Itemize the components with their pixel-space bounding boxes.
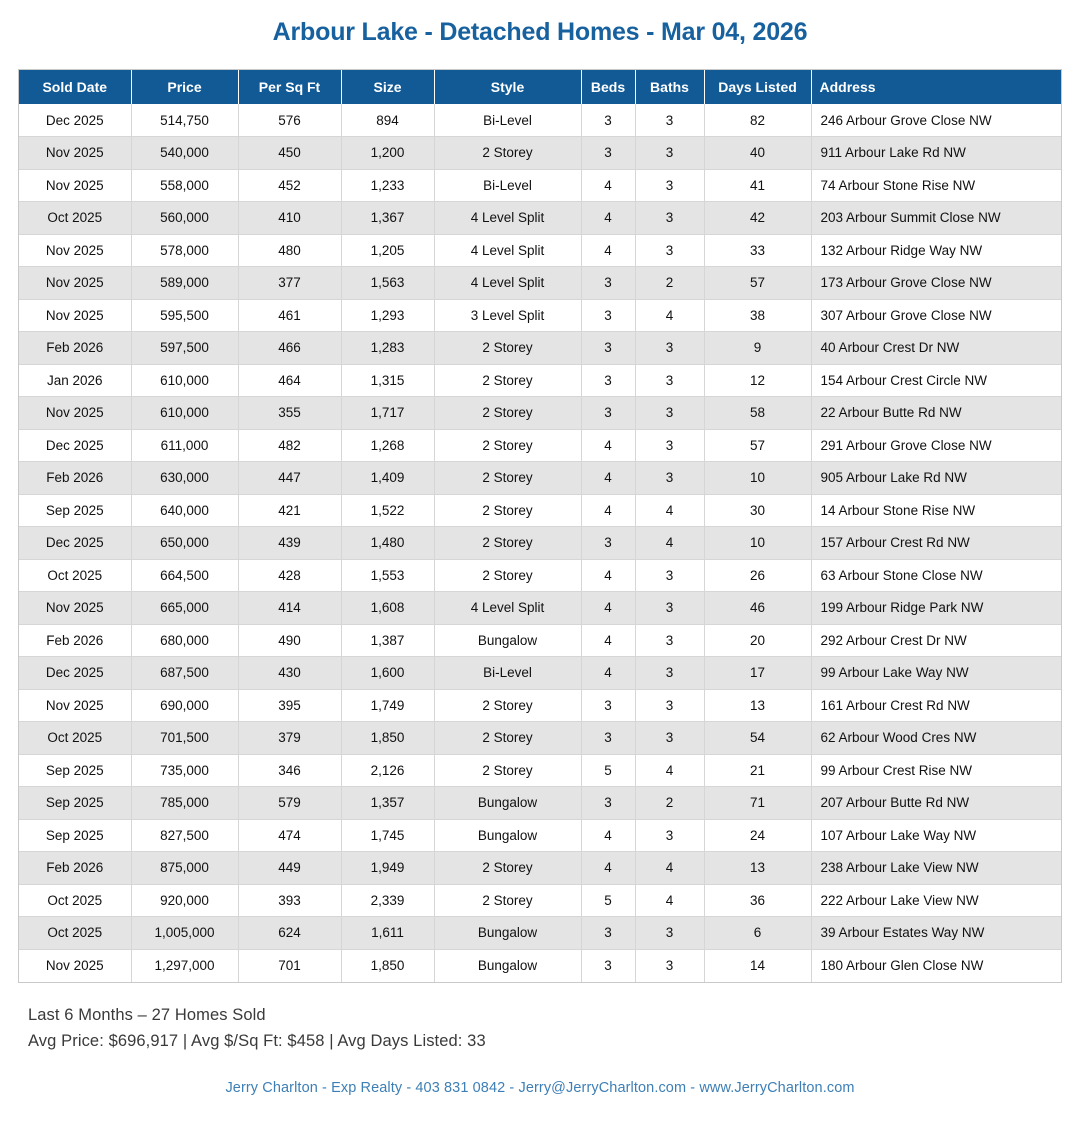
cell-beds: 5 <box>581 884 635 917</box>
cell-days-listed: 14 <box>704 949 811 982</box>
cell-beds: 3 <box>581 689 635 722</box>
cell-sold-date: Oct 2025 <box>19 884 131 917</box>
cell-price: 665,000 <box>131 592 238 625</box>
cell-size: 1,749 <box>341 689 434 722</box>
cell-beds: 4 <box>581 852 635 885</box>
cell-address: 222 Arbour Lake View NW <box>811 884 1061 917</box>
cell-per-sq-ft: 461 <box>238 299 341 332</box>
cell-size: 1,268 <box>341 429 434 462</box>
cell-style: 2 Storey <box>434 364 581 397</box>
cell-sold-date: Sep 2025 <box>19 787 131 820</box>
cell-style: 2 Storey <box>434 494 581 527</box>
cell-days-listed: 41 <box>704 169 811 202</box>
cell-price: 630,000 <box>131 462 238 495</box>
cell-sold-date: Sep 2025 <box>19 754 131 787</box>
cell-size: 894 <box>341 104 434 137</box>
cell-address: 40 Arbour Crest Dr NW <box>811 332 1061 365</box>
cell-sold-date: Oct 2025 <box>19 202 131 235</box>
cell-price: 540,000 <box>131 137 238 170</box>
cell-address: 157 Arbour Crest Rd NW <box>811 527 1061 560</box>
cell-size: 1,315 <box>341 364 434 397</box>
cell-address: 99 Arbour Lake Way NW <box>811 657 1061 690</box>
cell-sold-date: Nov 2025 <box>19 234 131 267</box>
cell-per-sq-ft: 452 <box>238 169 341 202</box>
cell-per-sq-ft: 464 <box>238 364 341 397</box>
cell-address: 203 Arbour Summit Close NW <box>811 202 1061 235</box>
table-body <box>19 104 1061 982</box>
cell-style: 2 Storey <box>434 884 581 917</box>
cell-style: Bungalow <box>434 949 581 982</box>
cell-sold-date: Feb 2026 <box>19 852 131 885</box>
cell-price: 920,000 <box>131 884 238 917</box>
cell-price: 514,750 <box>131 104 238 137</box>
cell-sold-date: Nov 2025 <box>19 169 131 202</box>
cell-address: 199 Arbour Ridge Park NW <box>811 592 1061 625</box>
cell-beds: 3 <box>581 299 635 332</box>
cell-per-sq-ft: 428 <box>238 559 341 592</box>
cell-style: 2 Storey <box>434 527 581 560</box>
cell-per-sq-ft: 355 <box>238 397 341 430</box>
cell-beds: 4 <box>581 494 635 527</box>
cell-per-sq-ft: 450 <box>238 137 341 170</box>
cell-days-listed: 26 <box>704 559 811 592</box>
cell-price: 610,000 <box>131 397 238 430</box>
summary-averages: Avg Price: $696,917 | Avg $/Sq Ft: $458 | Avg Days Listed: 33 <box>28 1031 486 1050</box>
cell-per-sq-ft: 474 <box>238 819 341 852</box>
cell-baths: 3 <box>635 689 704 722</box>
cell-per-sq-ft: 576 <box>238 104 341 137</box>
cell-baths: 3 <box>635 137 704 170</box>
cell-price: 785,000 <box>131 787 238 820</box>
cell-size: 1,717 <box>341 397 434 430</box>
cell-style: Bungalow <box>434 917 581 950</box>
cell-days-listed: 10 <box>704 527 811 560</box>
cell-days-listed: 13 <box>704 852 811 885</box>
table-row[interactable] <box>19 104 1061 137</box>
cell-baths: 4 <box>635 299 704 332</box>
cell-style: 2 Storey <box>434 397 581 430</box>
cell-beds: 4 <box>581 234 635 267</box>
table-row[interactable] <box>19 234 1061 267</box>
cell-style: Bi-Level <box>434 657 581 690</box>
cell-address: 63 Arbour Stone Close NW <box>811 559 1061 592</box>
cell-per-sq-ft: 466 <box>238 332 341 365</box>
cell-sold-date: Dec 2025 <box>19 429 131 462</box>
table-header-row <box>19 70 1061 104</box>
cell-address: 132 Arbour Ridge Way NW <box>811 234 1061 267</box>
cell-per-sq-ft: 346 <box>238 754 341 787</box>
cell-beds: 4 <box>581 657 635 690</box>
cell-sold-date: Feb 2026 <box>19 624 131 657</box>
cell-style: 3 Level Split <box>434 299 581 332</box>
cell-baths: 3 <box>635 332 704 365</box>
cell-beds: 3 <box>581 787 635 820</box>
cell-baths: 3 <box>635 949 704 982</box>
cell-beds: 4 <box>581 819 635 852</box>
cell-days-listed: 30 <box>704 494 811 527</box>
cell-per-sq-ft: 379 <box>238 722 341 755</box>
cell-style: 4 Level Split <box>434 592 581 625</box>
cell-days-listed: 38 <box>704 299 811 332</box>
cell-days-listed: 54 <box>704 722 811 755</box>
table-row[interactable] <box>19 754 1061 787</box>
column-header-price[interactable]: Price <box>131 70 238 104</box>
cell-price: 595,500 <box>131 299 238 332</box>
cell-address: 154 Arbour Crest Circle NW <box>811 364 1061 397</box>
cell-size: 1,409 <box>341 462 434 495</box>
cell-size: 1,283 <box>341 332 434 365</box>
cell-days-listed: 21 <box>704 754 811 787</box>
cell-size: 1,200 <box>341 137 434 170</box>
table-row[interactable] <box>19 852 1061 885</box>
cell-baths: 3 <box>635 234 704 267</box>
cell-address: 911 Arbour Lake Rd NW <box>811 137 1061 170</box>
table-row[interactable] <box>19 397 1061 430</box>
cell-size: 1,563 <box>341 267 434 300</box>
cell-style: Bungalow <box>434 624 581 657</box>
column-header-sold-date[interactable]: Sold Date <box>19 70 131 104</box>
cell-size: 1,608 <box>341 592 434 625</box>
cell-address: 74 Arbour Stone Rise NW <box>811 169 1061 202</box>
cell-per-sq-ft: 480 <box>238 234 341 267</box>
table-row[interactable] <box>19 137 1061 170</box>
cell-days-listed: 24 <box>704 819 811 852</box>
cell-price: 701,500 <box>131 722 238 755</box>
cell-days-listed: 36 <box>704 884 811 917</box>
cell-sold-date: Dec 2025 <box>19 527 131 560</box>
cell-address: 62 Arbour Wood Cres NW <box>811 722 1061 755</box>
cell-per-sq-ft: 482 <box>238 429 341 462</box>
cell-style: 2 Storey <box>434 332 581 365</box>
cell-size: 1,553 <box>341 559 434 592</box>
cell-baths: 3 <box>635 624 704 657</box>
summary-homes-sold: Last 6 Months – 27 Homes Sold <box>28 1005 266 1024</box>
cell-style: 4 Level Split <box>434 202 581 235</box>
cell-size: 1,205 <box>341 234 434 267</box>
cell-baths: 3 <box>635 657 704 690</box>
cell-style: 2 Storey <box>434 754 581 787</box>
page-title: Arbour Lake - Detached Homes - Mar 04, 2026 <box>272 18 808 46</box>
table-row[interactable] <box>19 169 1061 202</box>
cell-beds: 3 <box>581 267 635 300</box>
cell-per-sq-ft: 377 <box>238 267 341 300</box>
cell-days-listed: 9 <box>704 332 811 365</box>
cell-style: 2 Storey <box>434 462 581 495</box>
cell-style: Bungalow <box>434 819 581 852</box>
cell-days-listed: 12 <box>704 364 811 397</box>
cell-beds: 3 <box>581 332 635 365</box>
cell-days-listed: 6 <box>704 917 811 950</box>
cell-sold-date: Nov 2025 <box>19 397 131 430</box>
cell-beds: 3 <box>581 527 635 560</box>
cell-baths: 4 <box>635 852 704 885</box>
cell-style: 2 Storey <box>434 722 581 755</box>
cell-sold-date: Sep 2025 <box>19 819 131 852</box>
cell-price: 560,000 <box>131 202 238 235</box>
column-header-size[interactable]: Size <box>341 70 434 104</box>
cell-per-sq-ft: 410 <box>238 202 341 235</box>
cell-baths: 3 <box>635 202 704 235</box>
cell-beds: 3 <box>581 137 635 170</box>
cell-style: 2 Storey <box>434 852 581 885</box>
cell-sold-date: Nov 2025 <box>19 689 131 722</box>
cell-price: 1,005,000 <box>131 917 238 950</box>
cell-days-listed: 40 <box>704 137 811 170</box>
cell-sold-date: Sep 2025 <box>19 494 131 527</box>
cell-price: 735,000 <box>131 754 238 787</box>
table-row[interactable] <box>19 429 1061 462</box>
cell-address: 14 Arbour Stone Rise NW <box>811 494 1061 527</box>
cell-per-sq-ft: 579 <box>238 787 341 820</box>
cell-baths: 4 <box>635 884 704 917</box>
cell-size: 1,949 <box>341 852 434 885</box>
table-row[interactable] <box>19 949 1061 982</box>
cell-per-sq-ft: 414 <box>238 592 341 625</box>
table-row[interactable] <box>19 657 1061 690</box>
cell-beds: 3 <box>581 397 635 430</box>
table-row[interactable] <box>19 787 1061 820</box>
cell-size: 1,600 <box>341 657 434 690</box>
cell-baths: 3 <box>635 104 704 137</box>
cell-price: 597,500 <box>131 332 238 365</box>
cell-beds: 3 <box>581 722 635 755</box>
cell-baths: 2 <box>635 787 704 820</box>
cell-days-listed: 82 <box>704 104 811 137</box>
cell-per-sq-ft: 447 <box>238 462 341 495</box>
cell-address: 22 Arbour Butte Rd NW <box>811 397 1061 430</box>
cell-per-sq-ft: 393 <box>238 884 341 917</box>
table-row[interactable] <box>19 332 1061 365</box>
column-header-address[interactable]: Address <box>811 70 1061 104</box>
table-row[interactable] <box>19 917 1061 950</box>
cell-address: 292 Arbour Crest Dr NW <box>811 624 1061 657</box>
table-row[interactable] <box>19 494 1061 527</box>
cell-price: 650,000 <box>131 527 238 560</box>
table-row[interactable] <box>19 884 1061 917</box>
cell-price: 690,000 <box>131 689 238 722</box>
cell-size: 2,339 <box>341 884 434 917</box>
cell-days-listed: 10 <box>704 462 811 495</box>
sales-table-container <box>18 69 1062 983</box>
cell-sold-date: Oct 2025 <box>19 917 131 950</box>
cell-address: 39 Arbour Estates Way NW <box>811 917 1061 950</box>
table-row[interactable] <box>19 267 1061 300</box>
cell-sold-date: Feb 2026 <box>19 332 131 365</box>
column-header-per-sq-ft[interactable]: Per Sq Ft <box>238 70 341 104</box>
cell-baths: 4 <box>635 754 704 787</box>
cell-per-sq-ft: 701 <box>238 949 341 982</box>
cell-size: 2,126 <box>341 754 434 787</box>
cell-per-sq-ft: 421 <box>238 494 341 527</box>
cell-address: 161 Arbour Crest Rd NW <box>811 689 1061 722</box>
cell-baths: 3 <box>635 722 704 755</box>
cell-size: 1,293 <box>341 299 434 332</box>
footer-contact: Jerry Charlton - Exp Realty - 403 831 0842 - Jerry@JerryCharlton.com - www.JerryCharlton.com <box>225 1079 855 1096</box>
cell-style: 4 Level Split <box>434 267 581 300</box>
cell-size: 1,850 <box>341 722 434 755</box>
cell-baths: 4 <box>635 494 704 527</box>
cell-days-listed: 20 <box>704 624 811 657</box>
cell-baths: 4 <box>635 527 704 560</box>
cell-address: 107 Arbour Lake Way NW <box>811 819 1061 852</box>
cell-price: 558,000 <box>131 169 238 202</box>
table-row[interactable] <box>19 299 1061 332</box>
cell-baths: 3 <box>635 429 704 462</box>
sales-table <box>19 70 1061 982</box>
cell-sold-date: Feb 2026 <box>19 462 131 495</box>
cell-days-listed: 57 <box>704 267 811 300</box>
cell-address: 307 Arbour Grove Close NW <box>811 299 1061 332</box>
cell-per-sq-ft: 439 <box>238 527 341 560</box>
cell-per-sq-ft: 449 <box>238 852 341 885</box>
cell-days-listed: 46 <box>704 592 811 625</box>
cell-style: 4 Level Split <box>434 234 581 267</box>
cell-beds: 4 <box>581 462 635 495</box>
cell-baths: 3 <box>635 397 704 430</box>
cell-address: 905 Arbour Lake Rd NW <box>811 462 1061 495</box>
cell-per-sq-ft: 624 <box>238 917 341 950</box>
cell-style: 2 Storey <box>434 429 581 462</box>
cell-address: 207 Arbour Butte Rd NW <box>811 787 1061 820</box>
cell-size: 1,367 <box>341 202 434 235</box>
cell-price: 827,500 <box>131 819 238 852</box>
cell-price: 680,000 <box>131 624 238 657</box>
cell-per-sq-ft: 395 <box>238 689 341 722</box>
cell-address: 173 Arbour Grove Close NW <box>811 267 1061 300</box>
cell-price: 1,297,000 <box>131 949 238 982</box>
cell-baths: 2 <box>635 267 704 300</box>
cell-sold-date: Nov 2025 <box>19 267 131 300</box>
cell-days-listed: 13 <box>704 689 811 722</box>
cell-sold-date: Nov 2025 <box>19 592 131 625</box>
cell-address: 180 Arbour Glen Close NW <box>811 949 1061 982</box>
cell-sold-date: Jan 2026 <box>19 364 131 397</box>
column-header-style[interactable]: Style <box>434 70 581 104</box>
cell-days-listed: 17 <box>704 657 811 690</box>
cell-beds: 3 <box>581 364 635 397</box>
cell-size: 1,357 <box>341 787 434 820</box>
cell-days-listed: 57 <box>704 429 811 462</box>
cell-price: 610,000 <box>131 364 238 397</box>
cell-per-sq-ft: 490 <box>238 624 341 657</box>
cell-style: Bungalow <box>434 787 581 820</box>
cell-baths: 3 <box>635 364 704 397</box>
cell-beds: 3 <box>581 104 635 137</box>
cell-beds: 4 <box>581 169 635 202</box>
table-row[interactable] <box>19 689 1061 722</box>
cell-sold-date: Dec 2025 <box>19 657 131 690</box>
table-row[interactable] <box>19 462 1061 495</box>
cell-price: 687,500 <box>131 657 238 690</box>
cell-style: Bi-Level <box>434 104 581 137</box>
cell-baths: 3 <box>635 592 704 625</box>
cell-baths: 3 <box>635 559 704 592</box>
summary-block <box>28 1002 1080 1054</box>
cell-price: 611,000 <box>131 429 238 462</box>
cell-address: 291 Arbour Grove Close NW <box>811 429 1061 462</box>
table-row[interactable] <box>19 819 1061 852</box>
cell-address: 246 Arbour Grove Close NW <box>811 104 1061 137</box>
cell-beds: 4 <box>581 202 635 235</box>
cell-beds: 5 <box>581 754 635 787</box>
cell-size: 1,850 <box>341 949 434 982</box>
cell-price: 664,500 <box>131 559 238 592</box>
cell-beds: 4 <box>581 592 635 625</box>
cell-days-listed: 58 <box>704 397 811 430</box>
cell-style: 2 Storey <box>434 689 581 722</box>
column-header-baths[interactable]: Baths <box>635 70 704 104</box>
cell-beds: 4 <box>581 559 635 592</box>
cell-price: 589,000 <box>131 267 238 300</box>
table-row[interactable] <box>19 722 1061 755</box>
cell-address: 238 Arbour Lake View NW <box>811 852 1061 885</box>
cell-sold-date: Nov 2025 <box>19 299 131 332</box>
cell-days-listed: 71 <box>704 787 811 820</box>
cell-size: 1,233 <box>341 169 434 202</box>
cell-baths: 3 <box>635 917 704 950</box>
cell-price: 875,000 <box>131 852 238 885</box>
cell-size: 1,387 <box>341 624 434 657</box>
cell-sold-date: Oct 2025 <box>19 722 131 755</box>
table-row[interactable] <box>19 592 1061 625</box>
cell-address: 99 Arbour Crest Rise NW <box>811 754 1061 787</box>
cell-baths: 3 <box>635 169 704 202</box>
cell-size: 1,522 <box>341 494 434 527</box>
column-header-days-listed[interactable]: Days Listed <box>704 70 811 104</box>
cell-style: 2 Storey <box>434 559 581 592</box>
cell-days-listed: 33 <box>704 234 811 267</box>
cell-size: 1,611 <box>341 917 434 950</box>
table-row[interactable] <box>19 202 1061 235</box>
table-row[interactable] <box>19 527 1061 560</box>
cell-sold-date: Oct 2025 <box>19 559 131 592</box>
cell-size: 1,480 <box>341 527 434 560</box>
table-row[interactable] <box>19 624 1061 657</box>
cell-beds: 3 <box>581 949 635 982</box>
cell-sold-date: Dec 2025 <box>19 104 131 137</box>
table-row[interactable] <box>19 559 1061 592</box>
cell-sold-date: Nov 2025 <box>19 137 131 170</box>
cell-sold-date: Nov 2025 <box>19 949 131 982</box>
cell-size: 1,745 <box>341 819 434 852</box>
cell-beds: 4 <box>581 429 635 462</box>
cell-beds: 4 <box>581 624 635 657</box>
cell-beds: 3 <box>581 917 635 950</box>
table-header <box>19 70 1061 104</box>
cell-baths: 3 <box>635 462 704 495</box>
cell-style: 2 Storey <box>434 137 581 170</box>
cell-price: 640,000 <box>131 494 238 527</box>
cell-baths: 3 <box>635 819 704 852</box>
table-row[interactable] <box>19 364 1061 397</box>
cell-style: Bi-Level <box>434 169 581 202</box>
cell-per-sq-ft: 430 <box>238 657 341 690</box>
column-header-beds[interactable]: Beds <box>581 70 635 104</box>
cell-price: 578,000 <box>131 234 238 267</box>
cell-days-listed: 42 <box>704 202 811 235</box>
